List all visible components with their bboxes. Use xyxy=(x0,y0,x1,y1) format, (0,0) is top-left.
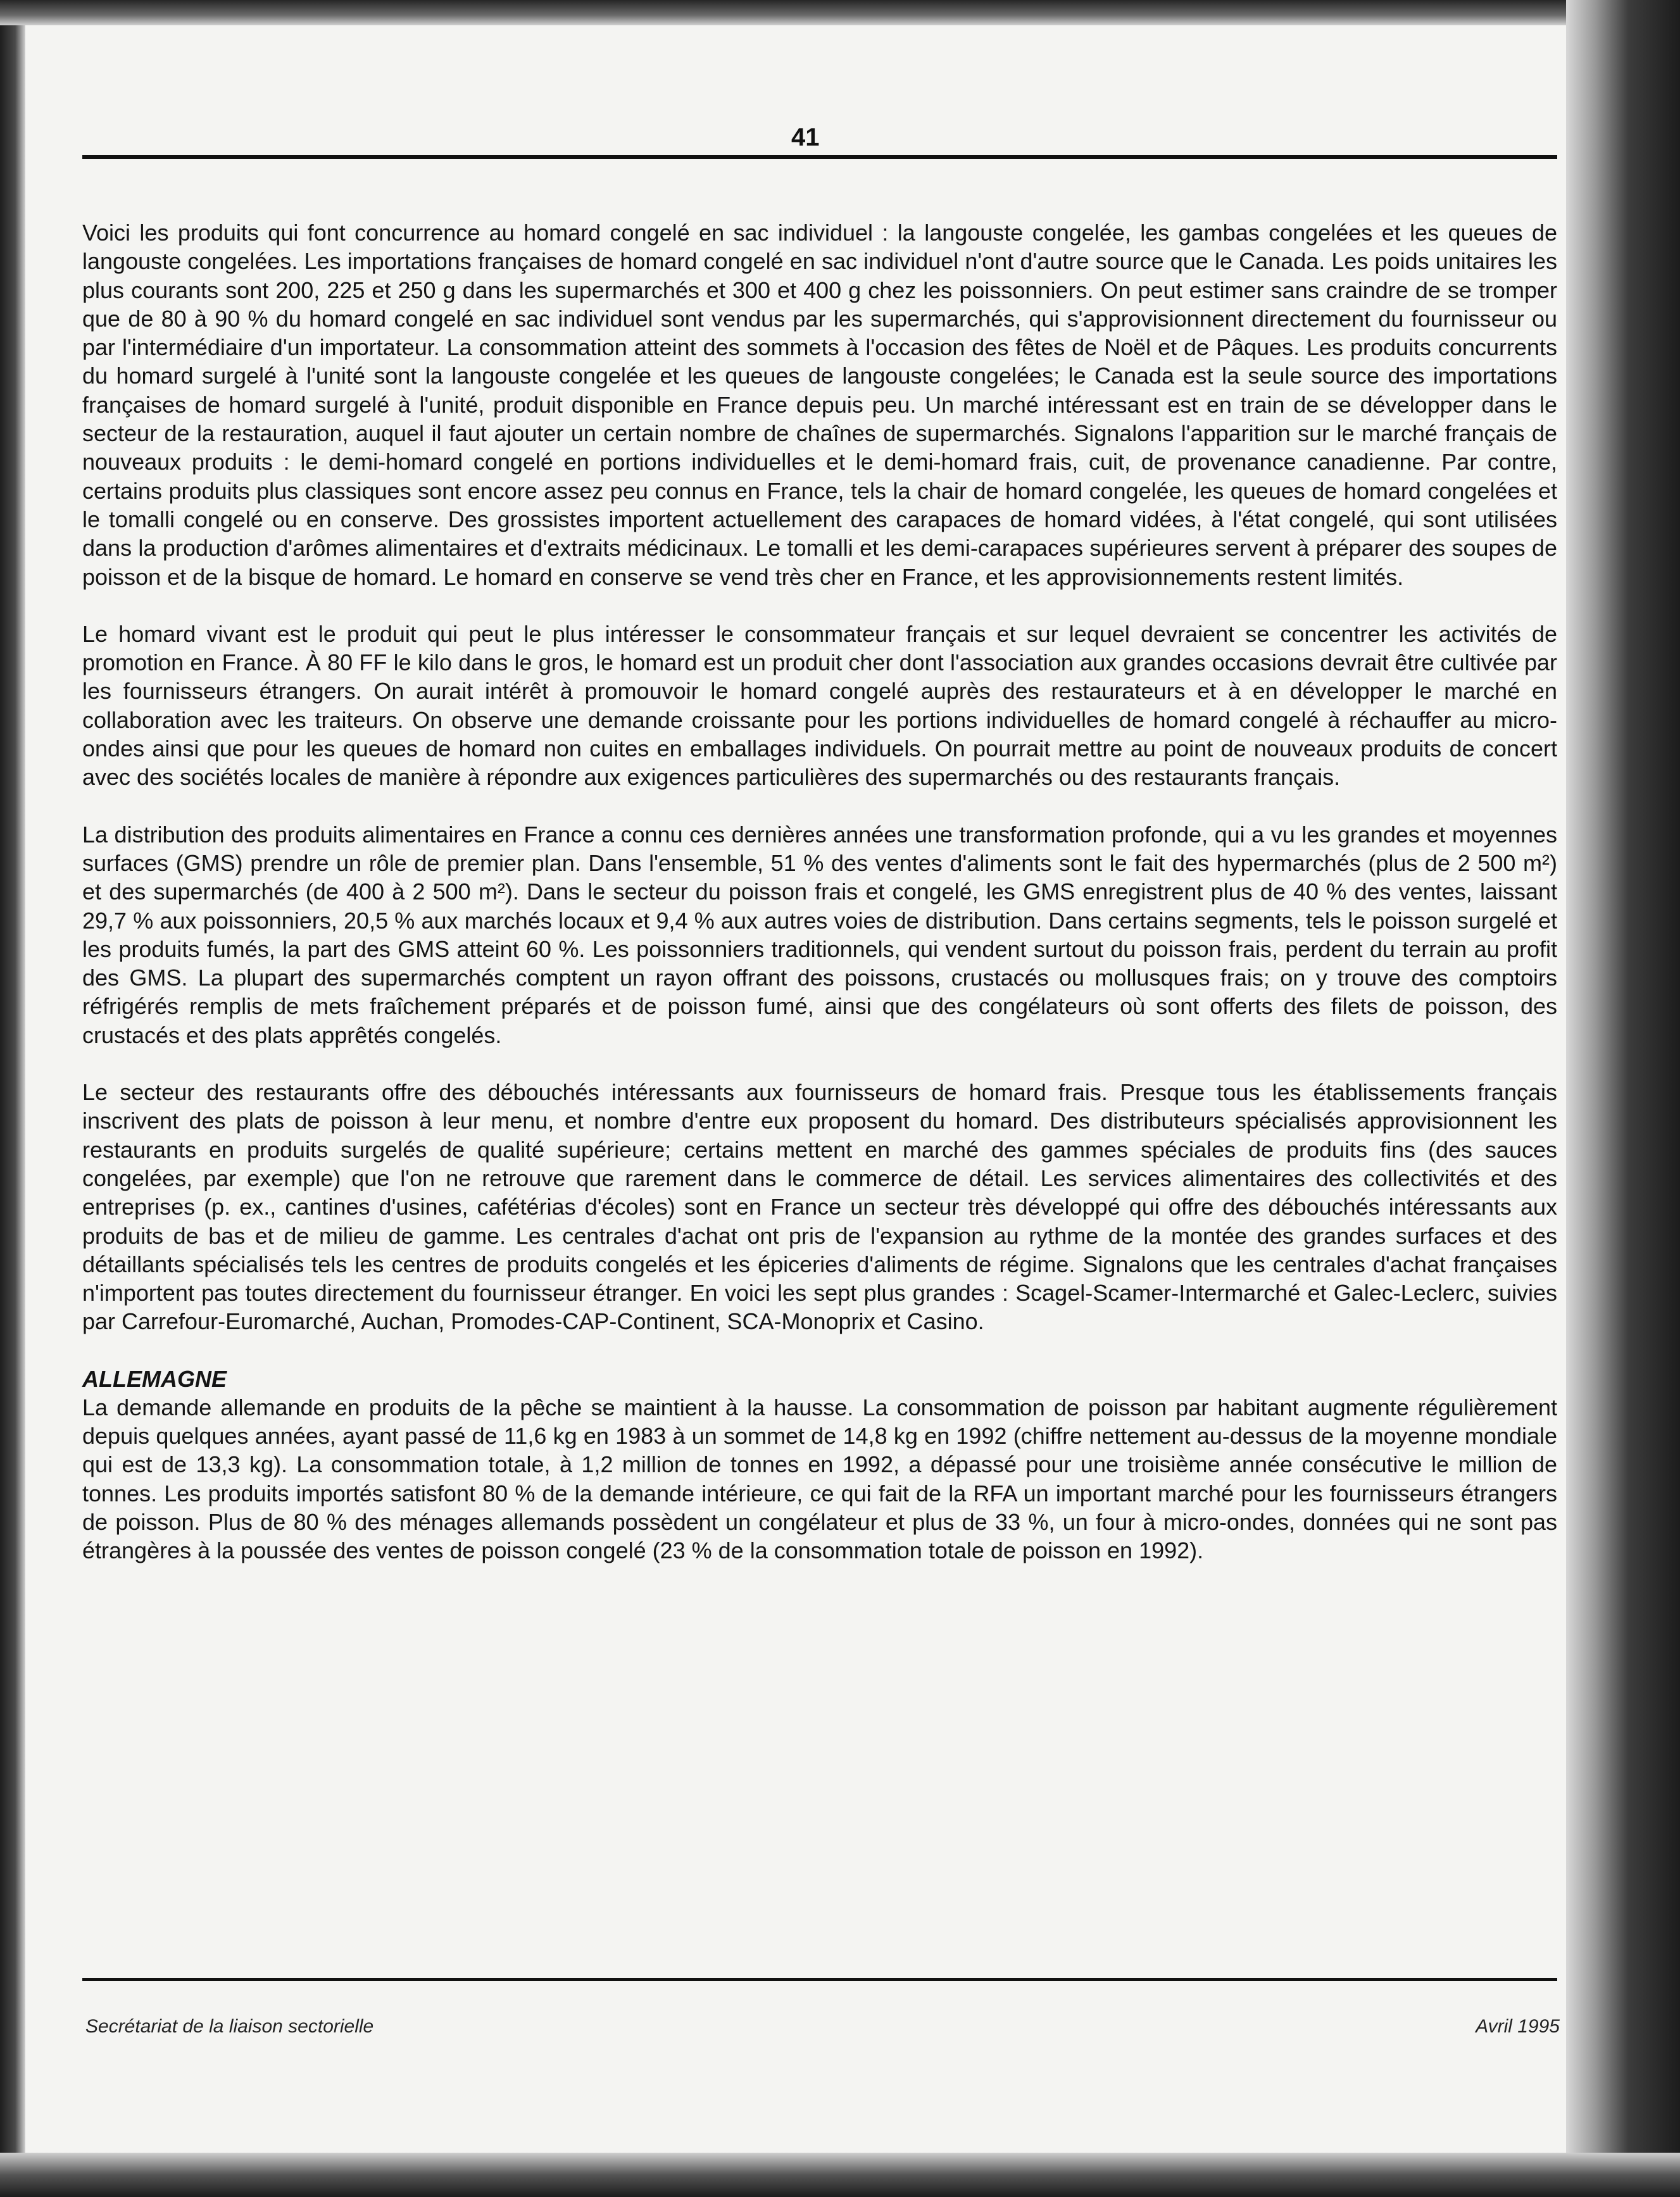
footer-rule xyxy=(82,1978,1557,1981)
paragraph-restaurant-sector: Le secteur des restaurants offre des débouchés intéressants aux fournisseurs de homard frais. Presque tous les établissements français inscrivent des plats de poisson à leur menu, et nombre d'entre eux proposent du homard. Des distributeurs spécialisés approvisionnent les restaurants en produits surgelés de qualité supérieure; certains mettent en marché des gammes spéciales de produits fins (des sauces congelées, par exemple) que l'on ne retrouve que rarement dans le commerce de détail. Les services alimentaires des collectivités et des entreprises (p. ex., cantines d'usines, cafétérias d'écoles) sont en France un secteur très développé qui offre des débouchés intéressants aux produits de bas et de milieu de gamme. Les centrales d'achat ont pris de l'expansion au rythme de la montée des grandes surfaces et des détaillants spécialisés tels les centres de produits congelés et les épiceries d'aliments de régime. Signalons que les centrales d'achat françaises n'importent pas toutes directement du fournisseur étranger. En voici les sept plus grandes : Scagel-Scamer-Intermarché et Galec-Leclerc, suivies par Carrefour-Euromarché, Auchan, Promodes-CAP-Continent, SCA-Monoprix et Casino. xyxy=(82,1079,1557,1335)
paragraph-food-distribution: La distribution des produits alimentaires en France a connu ces dernières années une transformation profonde, qui a vu les grandes et moyennes surfaces (GMS) prendre un rôle de premier plan. Dans l'ensemble, 51 % des ventes d'aliments sont le fait des hypermarchés (plus de 2 500 m²) et des supermarchés (de 400 à 2 500 m²). Dans le secteur du poisson frais et congelé, les GMS enregistrent plus de 40 % des ventes, laissant 29,7 % aux poissonniers, 20,5 % aux marchés locaux et 9,4 % aux autres voies de distribution. Dans certains segments, tels le poisson surgelé et les produits fumés, la part des GMS atteint 60 %. Les poissonniers traditionnels, qui vendent surtout du poisson frais, perdent du terrain au profit des GMS. La plupart des supermarchés comptent un rayon offrant des poissons, crustacés ou mollusques frais; on y trouve des comptoirs réfrigérés remplis de mets fraîchement préparés et de poisson fumé, ainsi que des congélateurs où sont offerts des filets de poisson, des crustacés et des plats apprêtés congelés. xyxy=(82,821,1557,1048)
document-page xyxy=(25,25,1566,2153)
paragraph-live-lobster: Le homard vivant est le produit qui peut le plus intéresser le consommateur français et sur lequel devraient se concentrer les activités de promotion en France. À 80 FF le kilo dans le gros, le homard est un produit cher dont l'association aux grandes occasions devrait être cultivée par les fournisseurs étrangers. On aurait intérêt à promouvoir le homard congelé auprès des restaurateurs et à en développer le marché en collaboration avec les traiteurs. On observe une demande croissante pour les portions individuelles de homard congelé à réchauffer au micro-ondes ainsi que pour les queues de homard non cuites en emballages individuels. On pourrait mettre au point de nouveaux produits de concert avec des sociétés locales de manière à répondre aux exigences particulières des supermarchés ou des restaurants français. xyxy=(82,620,1557,791)
footer-date: Avril 1995 xyxy=(1476,2016,1560,2037)
body-text xyxy=(82,218,1557,1565)
page-number: 41 xyxy=(791,123,820,151)
paragraph-frozen-lobster: Voici les produits qui font concurrence au homard congelé en sac individuel : la langouste congelée, les gambas congelées et les queues de langouste congelées. Les importations françaises de homard congelé en sac individuel n'ont d'autre source que le Canada. Les poids unitaires les plus courants sont 200, 225 et 250 g dans les supermarchés et 300 et 400 g chez les poissonniers. On peut estimer sans craindre de se tromper que de 80 à 90 % du homard congelé en sac individuel sont vendus par les supermarchés, qui s'approvisionnent directement du fournisseur ou par l'intermédiaire d'un importateur. La consommation atteint des sommets à l'occasion des fêtes de Noël et de Pâques. Les produits concurrents du homard surgelé à l'unité sont la langouste congelée et les queues de langouste congelées; le Canada est la seule source des importations françaises de homard surgelé à l'unité, produit disponible en France depuis peu. Un marché intéressant est en train de se développer dans le secteur de la restauration, auquel il faut ajouter un certain nombre de chaînes de supermarchés. Signalons l'apparition sur le marché français de nouveaux produits : le demi-homard congelé en portions individuelles et le demi-homard frais, cuit, de provenance canadienne. Par contre, certains produits plus classiques sont encore assez peu connus en France, tels la chair de homard congelée, les queues de homard congelées et le tomalli congelé ou en conserve. Des grossistes importent actuellement des carapaces de homard vidées, à l'état congelé, qui sont utilisées dans la production d'arômes alimentaires et d'extraits médicinaux. Le tomalli et les demi-carapaces supérieures servent à préparer des soupes de poisson et de la bisque de homard. Le homard en conserve se vend très cher en France, et les approvisionnements restent limités. xyxy=(82,220,1557,590)
scan-edge-bottom xyxy=(0,2153,1680,2197)
header-rule xyxy=(82,155,1557,159)
scan-edge-right xyxy=(1566,0,1680,2197)
scan-edge-left xyxy=(0,0,25,2197)
scan-edge-top xyxy=(0,0,1680,25)
paragraph-germany: La demande allemande en produits de la pêche se maintient à la hausse. La consommation de poisson par habitant augmente régulièrement depuis quelques années, ayant passé de 11,6 kg en 1983 à un sommet de 14,8 kg en 1992 (chiffre nettement au-dessus de la moyenne mondiale qui est de 13,3 kg). La consommation totale, à 1,2 million de tonnes en 1992, a dépassé pour une troisième année consécutive le million de tonnes. Les produits importés satisfont 80 % de la demande intérieure, ce qui fait de la RFA un important marché pour les fournisseurs étrangers de poisson. Plus de 80 % des ménages allemands possèdent un congélateur et plus de 33 %, un four à micro-ondes, données qui ne sont pas étrangères à la poussée des ventes de poisson congelé (23 % de la consommation totale de poisson en 1992). xyxy=(82,1394,1557,1564)
section-heading-germany: ALLEMAGNE xyxy=(82,1365,227,1392)
footer-publisher: Secrétariat de la liaison sectorielle xyxy=(85,2016,374,2037)
